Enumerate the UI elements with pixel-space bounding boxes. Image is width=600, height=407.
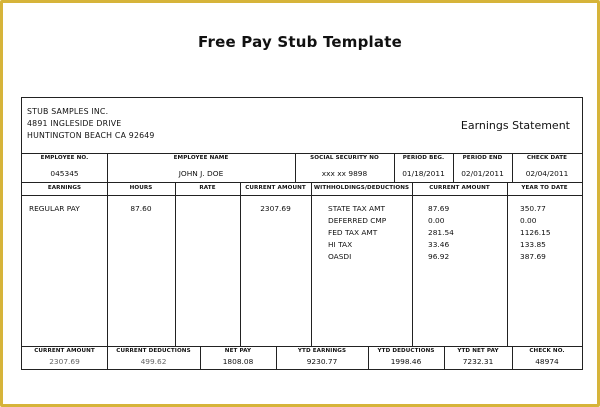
earnings-header: EARNINGS xyxy=(47,185,82,191)
summary-ytd-earnings-value: 9230.77 xyxy=(306,357,338,366)
withholding-current: 0.00 xyxy=(428,216,445,225)
withholding-ytd: 387.69 xyxy=(520,252,546,261)
withholding-current: 87.69 xyxy=(428,204,450,213)
summary-ytd-earnings-header: YTD EARNINGS xyxy=(297,348,347,354)
ssn-header: SOCIAL SECURITY NO xyxy=(310,155,379,161)
company-address-line-1: 4891 INGLESIDE DRIVE xyxy=(27,119,122,128)
summary-ytd-net-pay-header: YTD NET PAY xyxy=(457,348,499,354)
current-amount-value: 2307.69 xyxy=(260,204,291,213)
withholding-current-amount-header: CURRENT AMOUNT xyxy=(429,185,490,191)
divider xyxy=(22,182,582,183)
check-date-header: CHECK DATE xyxy=(526,155,568,161)
pay-stub xyxy=(21,97,583,370)
period-beg-header: PERIOD BEG. xyxy=(402,155,445,161)
withholding-label: FED TAX AMT xyxy=(328,228,378,237)
divider xyxy=(175,182,176,346)
current-amount-header: CURRENT AMOUNT xyxy=(245,185,306,191)
rate-header: RATE xyxy=(199,185,216,191)
employee-no-header: EMPLOYEE NO. xyxy=(40,155,89,161)
employee-no-value: 045345 xyxy=(50,169,79,178)
period-beg-value: 01/18/2011 xyxy=(402,169,445,178)
summary-current-amount-header: CURRENT AMOUNT xyxy=(34,348,95,354)
earnings-type: REGULAR PAY xyxy=(29,204,80,213)
summary-net-pay-value: 1808.08 xyxy=(222,357,254,366)
withholding-label: DEFERRED CMP xyxy=(328,216,387,225)
summary-current-deductions-header: CURRENT DEDUCTIONS xyxy=(116,348,191,354)
withholdings-header: WITHHOLDINGS/DEDUCTIONS xyxy=(313,185,410,191)
period-end-value: 02/01/2011 xyxy=(461,169,504,178)
statement-title: Earnings Statement xyxy=(460,119,570,132)
summary-current-deductions-value: 499.62 xyxy=(140,357,167,366)
withholding-current: 96.92 xyxy=(428,252,450,261)
withholding-current: 281.54 xyxy=(428,228,454,237)
withholding-current: 33.46 xyxy=(428,240,450,249)
period-end-header: PERIOD END xyxy=(462,155,503,161)
divider xyxy=(22,346,582,347)
summary-ytd-deductions-value: 1998.46 xyxy=(390,357,422,366)
summary-net-pay-header: NET PAY xyxy=(224,348,252,354)
hours-header: HOURS xyxy=(129,185,153,191)
check-date-value: 02/04/2011 xyxy=(525,169,569,178)
summary-current-amount-value: 2307.69 xyxy=(49,357,80,366)
summary-check-no-value: 48974 xyxy=(535,357,559,366)
withholding-ytd: 350.77 xyxy=(520,204,546,213)
divider xyxy=(22,153,582,154)
withholding-ytd: 0.00 xyxy=(520,216,537,225)
hours-value: 87.60 xyxy=(130,204,152,213)
company-name: STUB SAMPLES INC. xyxy=(27,107,109,116)
withholding-label: OASDI xyxy=(328,252,352,261)
summary-ytd-deductions-header: YTD DEDUCTIONS xyxy=(377,348,435,354)
company-address-line-2: HUNTINGTON BEACH CA 92649 xyxy=(27,131,155,140)
ssn-value: xxx xx 9898 xyxy=(321,169,368,178)
divider xyxy=(507,182,508,346)
divider xyxy=(22,195,582,196)
year-to-date-header: YEAR TO DATE xyxy=(521,185,568,191)
withholding-label: STATE TAX AMT xyxy=(328,204,386,213)
employee-name-value: JOHN J. DOE xyxy=(178,169,224,178)
summary-check-no-header: CHECK NO. xyxy=(529,348,565,354)
employee-name-header: EMPLOYEE NAME xyxy=(173,155,229,161)
company-address-block xyxy=(27,106,155,142)
withholding-ytd: 1126.15 xyxy=(520,228,551,237)
withholding-ytd: 133.85 xyxy=(520,240,546,249)
summary-ytd-net-pay-value: 7232.31 xyxy=(462,357,494,366)
divider xyxy=(412,182,413,346)
withholding-label: HI TAX xyxy=(328,240,353,249)
page-title: Free Pay Stub Template xyxy=(198,33,402,51)
divider xyxy=(311,182,312,346)
